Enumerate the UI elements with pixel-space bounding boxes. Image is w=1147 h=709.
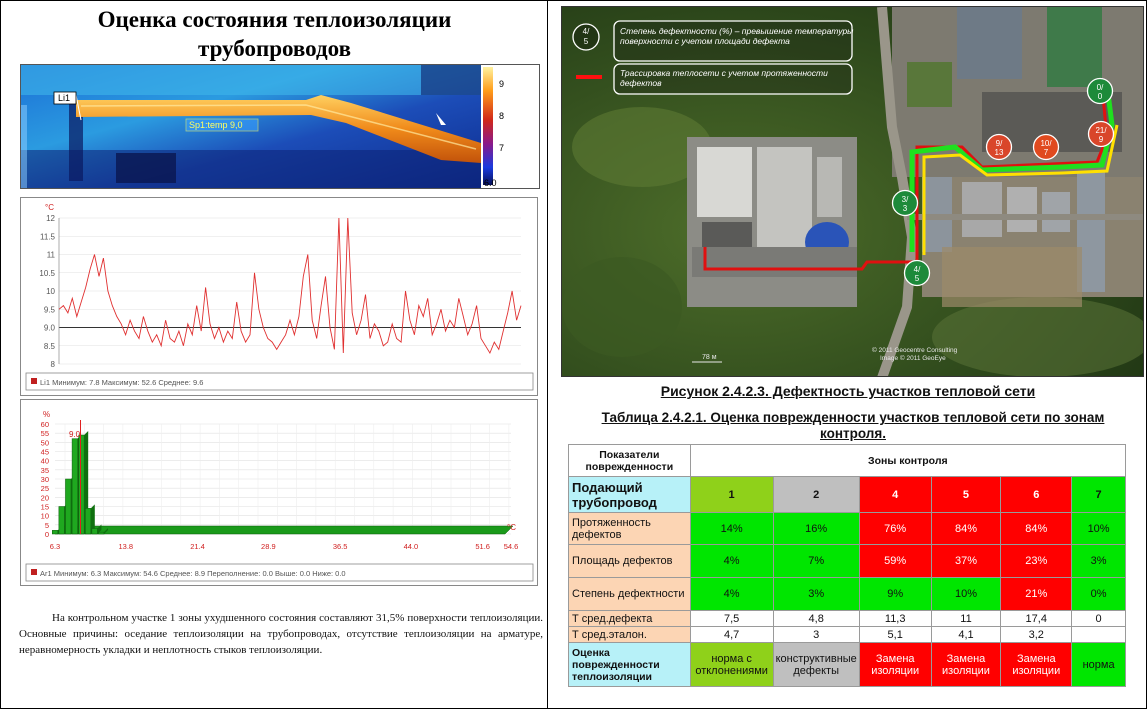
histogram-legend: Ar1 Минимум: 6.3 Максимум: 54.6 Среднее: 8.9 Переполнение: 0.0 Выше: 0.0 Ниже: 0.0 [40,569,346,578]
satellite-map-svg [562,7,1144,377]
left-panel [0,0,547,709]
map-copyright-2: Image © 2011 GeoEye [880,355,946,362]
zone-marker-top: 0/ [1096,83,1104,92]
zone-marker [893,191,918,216]
histogram-xtick: 13.8 [118,542,134,551]
cell: 10% [1072,513,1126,545]
histogram-ytick: 50 [40,438,49,448]
assessment-label: Оценка поврежденности теплоизоляции [569,643,691,687]
zone-marker [1088,79,1113,104]
cell: 21% [1001,578,1072,611]
zone-marker-top: 10/ [1040,139,1052,148]
map-scale-label: 78 м [702,354,717,361]
conclusion-paragraph: На контрольном участке 1 зоны ухудшенного состояния составляют 31,5% поверхности теплоизоляции. Основные причины: оседание теплоизоляции на трубопроводах, отсутствие теплоизоляции на арматуре, неравномерность укладки и неплотность стыков теплоизоляции. [19,612,543,656]
assessment-cell: норма [1072,643,1126,687]
histogram-ytick: 35 [40,465,49,475]
histogram-ytick: 25 [40,484,49,494]
histogram-bar [65,479,71,534]
zones-row [569,477,1126,513]
histogram-xtick: 44.0 [403,542,419,551]
thermo-spot-label: Sp1:temp 9,0 [189,120,243,130]
histogram-ytick: 10 [40,511,49,521]
zone-marker [905,261,930,286]
cell: 3 [773,627,859,643]
histogram-bar [85,508,91,534]
map-copyright-1: © 2011 Geocentre Consulting [872,347,958,354]
table-row [569,545,1126,578]
histogram-chart [21,400,537,585]
zone-marker-top: 9/ [995,139,1003,148]
histogram-ytick: 20 [40,493,49,503]
zone-5: 5 [931,477,1001,513]
zone-2: 2 [773,477,859,513]
satellite-map [561,6,1144,377]
cell: 17,4 [1001,611,1072,627]
histogram-ytick: 5 [44,520,49,530]
legend-badge-top: 4/ [582,27,590,36]
row-tref-label: Т сред.эталон. [569,627,691,643]
cell: 4% [690,578,773,611]
zone-marker-bottom: 7 [1043,148,1049,157]
line-chart-ytick: 10.5 [39,268,55,278]
figure-caption: Рисунок 2.4.2.3. Дефектность участков тепловой сети [660,383,1036,399]
zone-marker-bottom: 13 [994,148,1004,157]
cell: 7,5 [690,611,773,627]
assessment-cell: норма с отклонениями [690,643,773,687]
histogram-xtick: 28.9 [261,542,276,551]
histogram-ytick: 45 [40,447,49,457]
cell: 3% [773,578,859,611]
histogram-ytick: 15 [40,502,49,512]
histogram-bar [79,435,85,534]
supply-pipe-label: Подающий трубопровод [569,477,691,513]
cell: 9% [859,578,931,611]
cell: 3,2 [1001,627,1072,643]
main-title [1,5,548,63]
cell: 11 [931,611,1001,627]
histogram-bar [59,507,65,535]
histogram-marker-label: 9.0 [69,430,81,439]
zone-marker [987,135,1012,160]
histogram-panel [20,399,538,586]
cell: 76% [859,513,931,545]
histogram-xtick: 36.5 [332,542,348,551]
title-line-2: трубопроводов [197,36,351,61]
table-row [569,513,1126,545]
zone-marker-bottom: 0 [1097,92,1103,101]
histogram-ytick: 0 [44,530,49,539]
table-row [569,578,1126,611]
histogram-x-unit: °C [507,523,516,532]
thermo-scale-7: 7 [499,143,505,153]
cell: 0 [1072,611,1126,627]
line-chart-ytick: 8 [50,360,55,369]
cell: 16% [773,513,859,545]
line-chart-ytick: 9.5 [43,305,55,315]
thermal-image [20,64,540,189]
histogram-ytick: 60 [40,420,49,429]
cell: 7% [773,545,859,578]
cell: 4,1 [931,627,1001,643]
histogram-xtick: 6.3 [49,542,61,551]
histogram-ytick: 55 [40,429,49,439]
line-chart-ytick: 9.0 [43,323,55,333]
histogram-bar [72,439,78,534]
thermo-scale-8: 8 [499,111,505,121]
zone-marker-top: 21/ [1095,126,1107,135]
histogram-xtick: 51.6 [475,542,490,551]
cell [1072,627,1126,643]
zone-marker-bottom: 5 [914,274,920,283]
thermo-scale-9: 9 [499,79,505,89]
cell: 10% [931,578,1001,611]
assessment-row [569,643,1126,687]
line-chart [21,198,537,395]
header-zones: Зоны контроля [690,445,1125,477]
assessment-cell: конструктивные дефекты [773,643,859,687]
cell: 0% [1072,578,1126,611]
cell: 4,7 [690,627,773,643]
zone-4: 4 [859,477,931,513]
zone-marker-top: 3/ [901,195,909,204]
histogram-floor-bar [55,526,513,534]
zone-1: 1 [690,477,773,513]
cell: 23% [1001,545,1072,578]
zone-6: 6 [1001,477,1072,513]
histogram-xtick: 54.6 [503,542,519,551]
zone-marker-top: 4/ [913,265,921,274]
assessment-cell: Замена изоляции [1001,643,1072,687]
cell: 5,1 [859,627,931,643]
histogram-ytick: 30 [40,475,49,484]
map-trace-text: Трассировка теплосети с учетом протяженности дефектов [620,68,828,88]
table-caption: Таблица 2.4.2.1. Оценка поврежденности участков тепловой сети по зонам контроля. [601,410,1105,441]
row-tdefect-label: Т сред.дефекта [569,611,691,627]
histogram-ytick: 40 [40,456,49,466]
assessment-cell: Замена изоляции [859,643,931,687]
cell: 3% [1072,545,1126,578]
cell: 37% [931,545,1001,578]
line-chart-ytick: 11.5 [40,232,55,242]
table-header-row [569,445,1126,477]
zone-marker [1034,135,1059,160]
histogram-bar [99,532,105,534]
row-degree-label: Степень дефектности [569,578,691,611]
cell: 14% [690,513,773,545]
histogram-bar [92,529,98,535]
thermal-image-svg [21,65,540,189]
right-panel [547,0,1147,709]
thermo-li-label: Li1 [58,93,71,103]
zone-marker [1089,122,1114,147]
damage-table [568,444,1126,687]
zone-marker-bottom: 9 [1098,135,1104,144]
table-row [569,627,1126,643]
legend-badge-bottom: 5 [583,37,589,46]
cell: 4% [690,545,773,578]
header-indicators: Показатели поврежденности [569,445,691,477]
row-length-label: Протяженность дефектов [569,513,691,545]
row-area-label: Площадь дефектов [569,545,691,578]
histogram-xtick: 21.4 [190,542,205,551]
zone-7: 7 [1072,477,1126,513]
map-legend-text: Степень дефектности (%) – превышение температуры поверхности с учетом площади дефекта [620,26,854,46]
thermo-color-scale [483,67,493,185]
thermo-scale-6: 6.0 [484,178,497,188]
cell: 84% [931,513,1001,545]
table-row [569,611,1126,627]
cell: 59% [859,545,931,578]
cell: 4,8 [773,611,859,627]
line-chart-series [59,218,521,353]
line-chart-ytick: 10 [46,287,55,296]
line-chart-unit: °C [45,203,54,212]
cell: 84% [1001,513,1072,545]
assessment-cell: Замена изоляции [931,643,1001,687]
histogram-bar [52,530,58,534]
line-chart-ytick: 12 [46,214,55,223]
line-chart-ytick: 8.5 [43,341,55,351]
line-chart-legend: Li1 Минимум: 7.8 Максимум: 52.6 Среднее: 9.6 [40,378,204,387]
title-line-1: Оценка состояния теплоизоляции [97,7,452,32]
zone-marker-bottom: 3 [902,204,908,213]
cell: 11,3 [859,611,931,627]
line-chart-panel [20,197,538,396]
histogram-unit: % [43,410,51,419]
line-chart-ytick: 11 [46,250,55,260]
